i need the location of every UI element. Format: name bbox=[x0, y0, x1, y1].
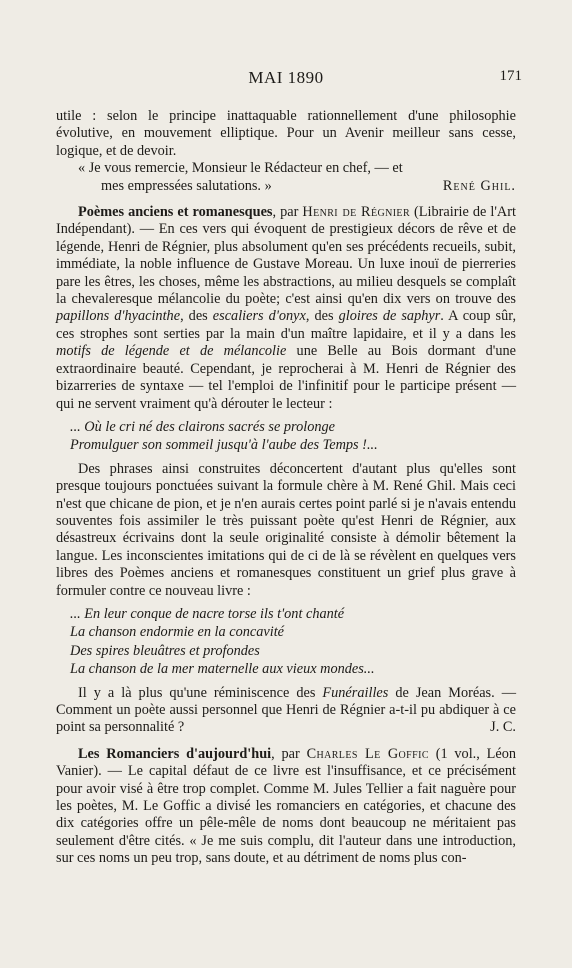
entry-by: , par bbox=[272, 204, 303, 221]
entry-text: , des bbox=[180, 308, 213, 325]
reviewer-initials: J. C. bbox=[490, 719, 516, 736]
quoted-phrase: escaliers d'onyx bbox=[212, 308, 306, 325]
letter-closing: « Je vous remercie, Monsieur le Rédacteur en chef, — et bbox=[78, 160, 403, 177]
entry-text: Il y a là plus qu'une réminiscence des bbox=[78, 684, 323, 701]
verse-quote-1 bbox=[56, 419, 516, 455]
entry-text: , des bbox=[305, 308, 339, 325]
quoted-phrase: gloires de saphyr bbox=[338, 308, 441, 325]
verse-line: ... Où le cri né des clairons sacrés se prolonge bbox=[70, 418, 335, 435]
page-number: 171 bbox=[499, 68, 522, 84]
letter-closing-text: mes empressées salutations. » bbox=[101, 177, 272, 194]
entry-title: Les Romanciers d'aujourd'hui bbox=[78, 745, 272, 762]
verse-line: Des spires bleuâtres et profondes bbox=[70, 642, 260, 659]
signature: René Ghil. bbox=[442, 177, 516, 194]
entry-text: une Belle au Bois dormant d'une extraordinaire beauté. Cependant, je reprocherai à M. Henri de Régnier des bizarreries de syntaxe — tel l'emploi de l'infinitif pour le participe présent — qui ne servent vraiment qu'à dérouter le lecteur : bbox=[56, 343, 516, 412]
quoted-phrase: motifs de légende et de mélancolie bbox=[56, 343, 287, 360]
verse-quote-2 bbox=[56, 606, 516, 679]
quoted-phrase: papillons d'hyacinthe bbox=[56, 308, 181, 325]
review-conclusion bbox=[56, 685, 516, 737]
quoted-title: Funérailles bbox=[322, 684, 389, 701]
verse-line: ... En leur conque de nacre torse ils t'ont chanté bbox=[70, 605, 345, 622]
entry-author: Charles Le Goffic bbox=[306, 745, 429, 762]
page-body bbox=[56, 108, 516, 868]
verse-line: Promulguer son sommeil jusqu'à l'aube des Temps !... bbox=[70, 437, 378, 454]
review-paragraph: Des phrases ainsi construites déconcertent d'autant plus qu'elles sont presque toujours ponctuées suivant la formule chère à M. René Ghil. Mais ceci n'est que chicane de pion, et je n'en aurais certes point parlé si je n'avais entendu souventes fois assimiler le très puissant poète qu'est Henri de Régnier, aux désastreux écrivains dont la seule originalité consiste à démolir bêtement la langue. Les inconscientes imitations qui de ci de là se révèlent en quelques vers libres des Poèmes anciens et romanesques constituent un grief plus grave à formuler contre ce nouveau livre : bbox=[56, 460, 516, 599]
entry-author: Henri de Régnier bbox=[302, 204, 411, 221]
entry-text: . A coup sûr, ces strophes sont serties par la main d'un maître lapidaire, et il y a dans les bbox=[56, 308, 517, 342]
verse-line: La chanson de la mer maternelle aux vieux mondes... bbox=[70, 661, 375, 678]
entry-text: (Librairie de l'Art Indépendant). — En ces vers qui évoquent de prestigieux décors de rêve et de légende, Henri de Régnier, plus absolument qu'en ses précédents recueils, subit, immédiate, la noble influence de Gustave Moreau. Un luxe inouï de pierreries pare les êtres, les choses, même les abstractions, au milieu desquels se complaît la chevaleresque mélancolie du poète; c'est ainsi qu'en dix vers on trouve des bbox=[56, 204, 516, 308]
letter-closing-line bbox=[56, 178, 516, 195]
review-entry-2 bbox=[56, 746, 516, 868]
verse-line: La chanson endormie en la concavité bbox=[70, 624, 285, 641]
paragraph-continuation: utile : selon le principe inattaquable rationnellement d'une philosophie évolutive, en mouvement elliptique. Pour un Avenir meilleur sans cesse, logique, et de devoir. bbox=[56, 108, 516, 159]
running-title: MAI 1890 bbox=[248, 68, 324, 87]
entry-by: , par bbox=[271, 745, 307, 762]
entry-text: de Jean Moréas. — Comment un poète aussi personnel que Henri de Régnier a-t-il pu abdiquer à ce point sa personnalité ? bbox=[56, 684, 516, 736]
entry-title: Poèmes anciens et romanesques bbox=[78, 204, 273, 221]
review-entry-1 bbox=[56, 204, 516, 413]
page-header bbox=[50, 68, 522, 90]
entry-text: (1 vol., Léon Vanier). — Le capital défaut de ce livre est l'insuffisance, et ce précisément pour avoir visé à être trop complet. Comme M. Jules Tellier a fait naguère pour les poètes, M. Le Goffic a divisé les romanciers en catégories, et chacune des dix catégories offre un pêle-mêle de noms dont beaucoup ne méritaient pas seulement d'être cités. « Je me suis complu, dit l'auteur dans une introduction, sur ces noms un peu trop, sans doute, et au détriment de noms plus con- bbox=[56, 745, 516, 867]
